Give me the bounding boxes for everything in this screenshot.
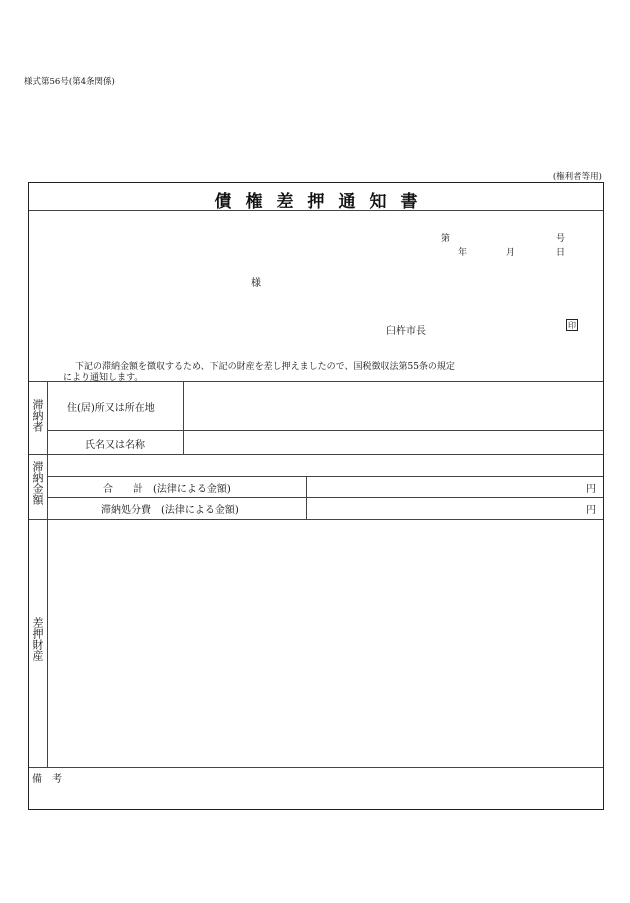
total-label: 合 計 (法律による金額)	[103, 484, 231, 495]
form-number: 様式第56号(第4条関係)	[24, 77, 115, 87]
seal-mark: 印	[568, 321, 576, 330]
address-label: 住(居)所又は所在地	[67, 403, 155, 414]
date-day: 日	[556, 248, 566, 258]
doc-number-suffix: 号	[556, 234, 566, 244]
divider	[47, 476, 603, 477]
doc-number-prefix: 第	[441, 234, 451, 244]
amount-heading: 滞納金額	[31, 461, 44, 505]
divider	[29, 519, 603, 520]
notice-text-line1: 下記の滞納金額を徴収するため、下記の財産を差し押えましたので、国税徴収法第55条の規定	[75, 362, 455, 372]
fee-label: 滞納処分費 (法律による金額)	[101, 505, 239, 516]
divider	[47, 430, 603, 431]
total-unit: 円	[586, 484, 596, 495]
date-month: 月	[506, 248, 516, 258]
divider	[306, 476, 307, 519]
remarks-heading: 備 考	[32, 774, 62, 785]
date-year: 年	[458, 248, 468, 258]
divider	[29, 210, 603, 211]
divider	[29, 381, 603, 382]
divider	[47, 381, 48, 767]
name-label: 氏名又は名称	[85, 440, 145, 451]
issuer-name: 臼杵市長	[386, 326, 426, 337]
notice-text-line2: により通知します。	[63, 373, 144, 383]
divider	[47, 497, 603, 498]
fee-unit: 円	[586, 505, 596, 516]
form-title: 債権差押通知書	[214, 192, 432, 212]
property-heading: 差押財産	[31, 617, 44, 661]
addressee-suffix: 様	[251, 278, 261, 289]
divider	[183, 381, 184, 454]
divider	[29, 454, 603, 455]
notice-form	[28, 182, 604, 810]
taxpayer-heading: 滞納者	[31, 399, 44, 432]
copy-type-label: (権利者等用)	[552, 172, 602, 182]
divider	[29, 767, 603, 768]
